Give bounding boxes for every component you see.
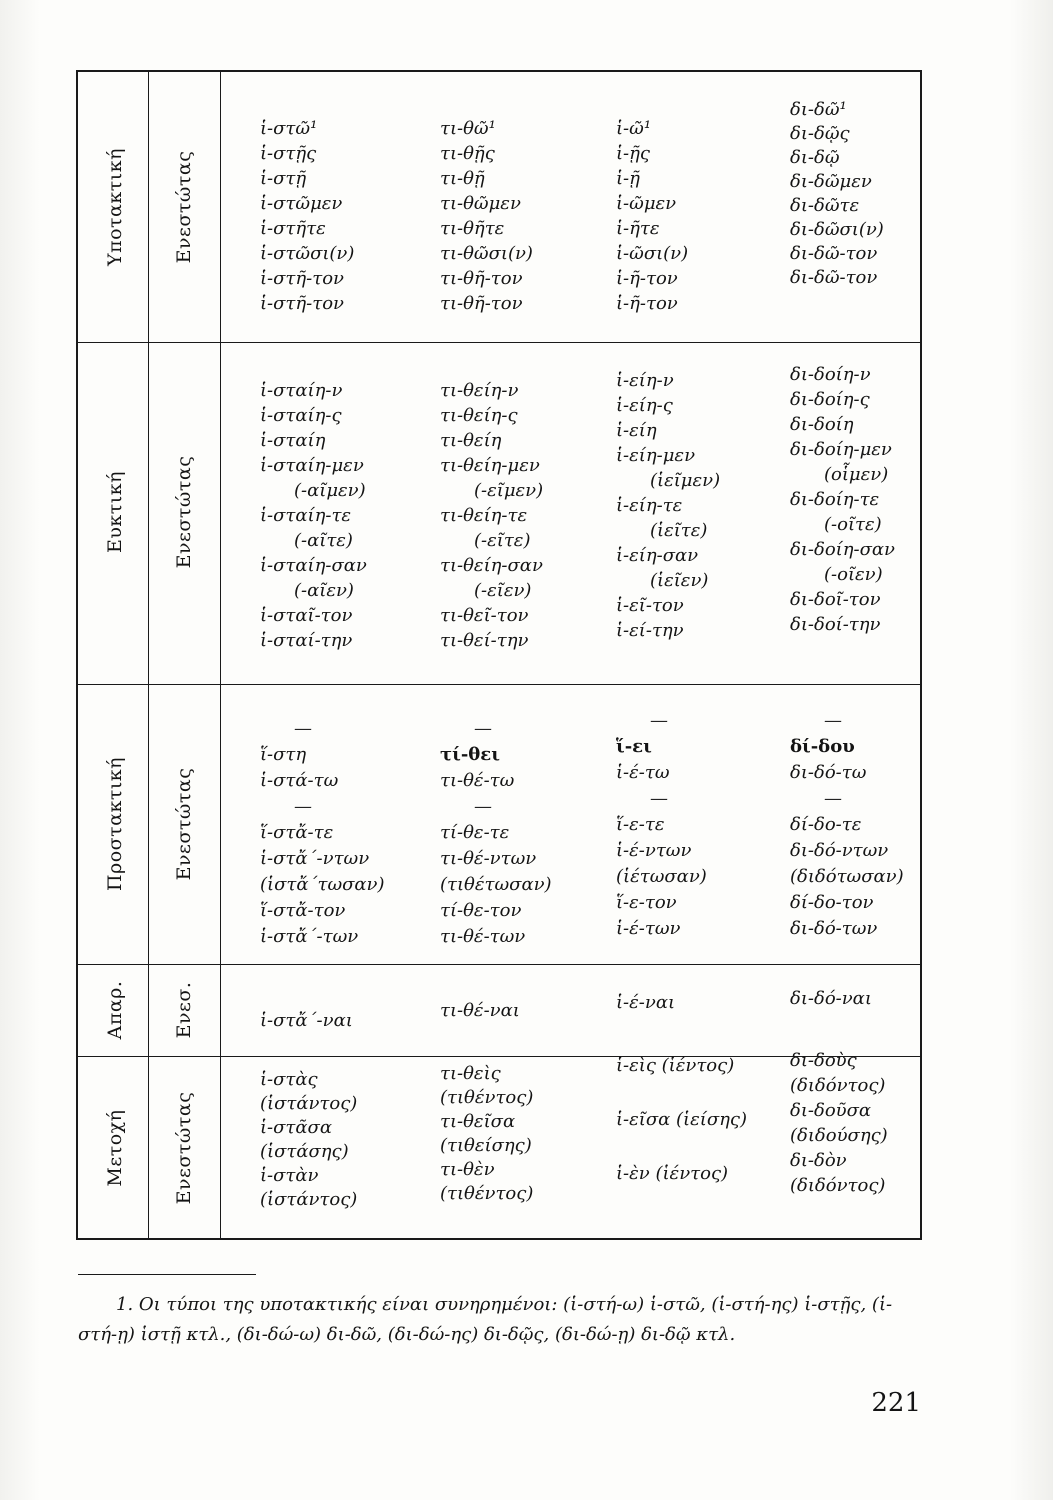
- form-genitive: (ἱστάντος): [260, 1093, 358, 1114]
- form: τί-θε-τε: [440, 822, 510, 843]
- form: τι-θῶ¹: [440, 118, 496, 139]
- form: ἵ-στη: [260, 744, 307, 765]
- form: (τιθέτωσαν): [440, 874, 552, 895]
- form: ἱ-είη-ν: [616, 370, 674, 391]
- form: (διδότωσαν): [790, 866, 904, 887]
- form: ἱ-είη-τε: [616, 495, 683, 516]
- participle-histemi-forms: [260, 1068, 357, 1212]
- form: ἱ-στῇς: [260, 143, 317, 164]
- form-genitive: (διδούσης): [790, 1125, 888, 1146]
- infinitive-hiemi: ἱ-έ-ναι: [616, 992, 676, 1013]
- mood-label-imperative: Προστακτική: [104, 756, 126, 892]
- row-divider-subjunctive: [78, 342, 920, 343]
- optative-tithemi-forms: [440, 378, 543, 653]
- form: ἱ-στῶσι(ν): [260, 243, 355, 264]
- form: ἱ-σταίη-τε: [260, 505, 352, 526]
- form: τί-θε-τον: [440, 900, 522, 921]
- infinitive-histemi: ἱ-στἄ΄-ναι: [260, 1010, 353, 1031]
- form: ἱ-ῆ-τον: [616, 268, 678, 289]
- empty-dash: —: [294, 796, 312, 817]
- infinitive-didomi: δι-δό-ναι: [790, 988, 872, 1009]
- form-variant: (-εῖεν): [474, 580, 532, 601]
- form: δι-δό-τω: [790, 762, 867, 783]
- form: ἱ-είη: [616, 420, 657, 441]
- form: δι-δοίη-ν: [790, 364, 871, 385]
- empty-dash: —: [650, 710, 668, 731]
- form: ἱ-είη-μεν: [616, 445, 696, 466]
- page-number: 221: [871, 1388, 921, 1418]
- form: τι-θείη-ν: [440, 380, 519, 401]
- tense-label-participle: Ενεστώτας: [173, 1091, 195, 1205]
- form: τι-θῆ-τον: [440, 293, 523, 314]
- form: ἱ-εῖ-τον: [616, 595, 684, 616]
- participle-hiemi-forms: [616, 1052, 747, 1188]
- form: ἱ-έ-των: [616, 918, 681, 939]
- form: ἱ-στά-τω: [260, 770, 339, 791]
- form-variant: (ἱεῖτε): [650, 520, 708, 541]
- form: ἱ-σταίη-ν: [260, 380, 343, 401]
- subjunctive-didomi-forms: [790, 98, 884, 290]
- tense-column-divider: [220, 72, 221, 1238]
- form-variant: (-αῖτε): [294, 530, 353, 551]
- form: ἱ-εὶς (ἱέντος): [616, 1055, 735, 1076]
- form: ἱ-σταίη-μεν: [260, 455, 364, 476]
- form: δι-δῶ-τον: [790, 243, 878, 264]
- form: ἱ-στὰς: [260, 1069, 318, 1090]
- form: δι-δοῖ-τον: [790, 589, 881, 610]
- form-genitive: (τιθέντος): [440, 1183, 534, 1204]
- form: ἱ-ῆτε: [616, 218, 660, 239]
- form: τι-θῆ-τον: [440, 268, 523, 289]
- form: τι-θείη-ς: [440, 405, 518, 426]
- imperative-hiemi-forms: [616, 708, 707, 942]
- form: δι-δοί-την: [790, 614, 881, 635]
- form-genitive: (τιθέντος): [440, 1087, 534, 1108]
- empty-dash: —: [824, 788, 842, 809]
- form: δι-δοίη-μεν: [790, 439, 892, 460]
- form: ἱ-σταί-την: [260, 630, 353, 651]
- form: ἱ-σταίη-σαν: [260, 555, 367, 576]
- form-genitive: (ἱστάντος): [260, 1189, 358, 1210]
- form-variant: (-εῖμεν): [474, 480, 544, 501]
- imperative-tithemi-forms: [440, 716, 552, 950]
- form: τι-θεί-την: [440, 630, 529, 651]
- form-bold: δί-δου: [790, 736, 855, 757]
- form-variant: (-οῖεν): [824, 564, 883, 585]
- mood-label-subjunctive: Υποτακτική: [104, 148, 126, 266]
- mood-label-participle: Μετοχή: [104, 1109, 126, 1187]
- form: ἱ-ῶ¹: [616, 118, 652, 139]
- tense-label-subjunctive: Ενεστώτας: [173, 150, 195, 264]
- form: τι-θέ-ντων: [440, 848, 537, 869]
- form-bold: τί-θει: [440, 744, 500, 765]
- form: τι-θεῖ-τον: [440, 605, 529, 626]
- row-divider-imperative: [78, 964, 920, 965]
- form: τι-θείη: [440, 430, 502, 451]
- optative-hiemi-forms: [616, 368, 720, 643]
- form: δί-δο-τε: [790, 814, 862, 835]
- form: ἱ-στῶ¹: [260, 118, 318, 139]
- footnote: [78, 1290, 938, 1350]
- form: ἱ-ῶμεν: [616, 193, 677, 214]
- form-variant: (-οῖτε): [824, 514, 882, 535]
- form: τι-θέ-των: [440, 926, 526, 947]
- form: δι-δό-ντων: [790, 840, 889, 861]
- empty-dash: —: [294, 718, 312, 739]
- form: δι-δῶτε: [790, 195, 860, 216]
- form: ἵ-ε-τον: [616, 892, 677, 913]
- footnote-line-2: στή-ῃ) ἱστῇ κτλ., (δι-δώ-ω) δι-δῶ, (δι-δώ-ης) δι-δῷς, (δι-δώ-ῃ) δι-δῷ κτλ.: [78, 1324, 736, 1345]
- form: τι-θεὶς: [440, 1063, 501, 1084]
- optative-didomi-forms: [790, 362, 895, 637]
- form: ἱ-σταίη: [260, 430, 326, 451]
- form-bold: ἵ-ει: [616, 736, 652, 757]
- form: ἱ-ὲν (ἱέντος): [616, 1163, 729, 1184]
- form: ἱ-στἄ΄-των: [260, 926, 359, 947]
- form: δί-δο-τον: [790, 892, 874, 913]
- mood-label-optative: Ευκτική: [104, 470, 126, 554]
- empty-dash: —: [650, 788, 668, 809]
- form: ἱ-ῇ: [616, 168, 640, 189]
- form: δι-δοῦσα: [790, 1100, 872, 1121]
- form-genitive: (τιθείσης): [440, 1135, 532, 1156]
- form-variant: (ἱεῖμεν): [650, 470, 721, 491]
- form: ἱ-ῶσι(ν): [616, 243, 689, 264]
- form: ἱ-εῖσα (ἱείσης): [616, 1109, 747, 1130]
- empty-dash: —: [474, 796, 492, 817]
- tense-label-optative: Ενεστώτας: [173, 455, 195, 569]
- form: τι-θέ-τω: [440, 770, 515, 791]
- participle-didomi-forms: [790, 1048, 888, 1198]
- form-variant: (-αῖμεν): [294, 480, 366, 501]
- form: ἵ-στἄ-τον: [260, 900, 346, 921]
- form: δι-δὸν: [790, 1150, 847, 1171]
- form: (ἱέτωσαν): [616, 866, 707, 887]
- form: τι-θῶμεν: [440, 193, 521, 214]
- row-divider-optative: [78, 684, 920, 685]
- form: (ἱστἄ΄τωσαν): [260, 874, 385, 895]
- form: ἱ-ῇς: [616, 143, 651, 164]
- form: ἱ-έ-τω: [616, 762, 670, 783]
- tense-label-imperative: Ενεστώτας: [173, 767, 195, 881]
- form-variant: (οἷμεν): [824, 464, 889, 485]
- tense-label-infinitive: Ενεσ.: [173, 981, 195, 1039]
- form: ἱ-στῶμεν: [260, 193, 343, 214]
- form: ἱ-στῆτε: [260, 218, 326, 239]
- form: δι-δῶσι(ν): [790, 219, 884, 240]
- form: δι-δῶ-τον: [790, 267, 878, 288]
- form: τι-θεῖσα: [440, 1111, 516, 1132]
- form: ἱ-είη-ς: [616, 395, 673, 416]
- form: ἱ-σταίη-ς: [260, 405, 342, 426]
- form: δι-δοίη: [790, 414, 854, 435]
- form: τι-θείη-σαν: [440, 555, 543, 576]
- form-genitive: (ἱστάσης): [260, 1141, 349, 1162]
- form: ἱ-σταῖ-τον: [260, 605, 353, 626]
- empty-dash: —: [824, 710, 842, 731]
- mood-column-divider: [148, 72, 149, 1238]
- form: δι-δοίη-ς: [790, 389, 870, 410]
- form-genitive: (διδόντος): [790, 1175, 886, 1196]
- optative-histemi-forms: [260, 378, 367, 653]
- form: τι-θῶσι(ν): [440, 243, 533, 264]
- form: τι-θείη-τε: [440, 505, 528, 526]
- form: ἱ-ῆ-τον: [616, 293, 678, 314]
- form: τι-θῇ: [440, 168, 485, 189]
- form: ἵ-ε-τε: [616, 814, 665, 835]
- form: ἱ-στῆ-τον: [260, 293, 344, 314]
- form: δι-δῷς: [790, 123, 850, 144]
- form: ἱ-είη-σαν: [616, 545, 699, 566]
- form: δι-δό-των: [790, 918, 878, 939]
- form: δι-δοὺς: [790, 1050, 857, 1071]
- form: ἱ-στῇ: [260, 168, 307, 189]
- form-variant: (-εῖτε): [474, 530, 531, 551]
- imperative-didomi-forms: [790, 708, 904, 942]
- subjunctive-hiemi-forms: [616, 116, 688, 316]
- form-genitive: (διδόντος): [790, 1075, 886, 1096]
- conjugation-table: [76, 70, 922, 1240]
- form: ἱ-στᾶσα: [260, 1117, 332, 1138]
- form: ἱ-στἄ΄-ντων: [260, 848, 370, 869]
- form: ἱ-έ-ντων: [616, 840, 692, 861]
- footnote-rule: [78, 1274, 256, 1275]
- form: δι-δῶμεν: [790, 171, 872, 192]
- form: τι-θῆτε: [440, 218, 505, 239]
- subjunctive-histemi-forms: [260, 116, 354, 316]
- form: ἱ-εί-την: [616, 620, 684, 641]
- form: τι-θείη-μεν: [440, 455, 540, 476]
- empty-dash: —: [474, 718, 492, 739]
- form: τι-θὲν: [440, 1159, 495, 1180]
- form: ἱ-στὰν: [260, 1165, 319, 1186]
- form: δι-δοίη-σαν: [790, 539, 895, 560]
- footnote-line-1: 1. Οι τύποι της υποτακτικής είναι συνηρημένοι: (ἱ-στή-ω) ἱ-στῶ, (ἱ-στή-ης) ἱ-στῇς, (ἱ-: [116, 1294, 893, 1315]
- form: δι-δοίη-τε: [790, 489, 880, 510]
- form: δι-δῷ: [790, 147, 840, 168]
- form: τι-θῇς: [440, 143, 495, 164]
- form-variant: (ἱεῖεν): [650, 570, 709, 591]
- imperative-histemi-forms: [260, 716, 385, 950]
- mood-label-infinitive: Απαρ.: [104, 980, 126, 1040]
- form-variant: (-αῖεν): [294, 580, 354, 601]
- participle-tithemi-forms: [440, 1062, 533, 1206]
- form: ἵ-στἄ-τε: [260, 822, 334, 843]
- subjunctive-tithemi-forms: [440, 116, 533, 316]
- infinitive-tithemi: τι-θέ-ναι: [440, 1000, 520, 1021]
- form: δι-δῶ¹: [790, 99, 847, 120]
- form: ἱ-στῆ-τον: [260, 268, 344, 289]
